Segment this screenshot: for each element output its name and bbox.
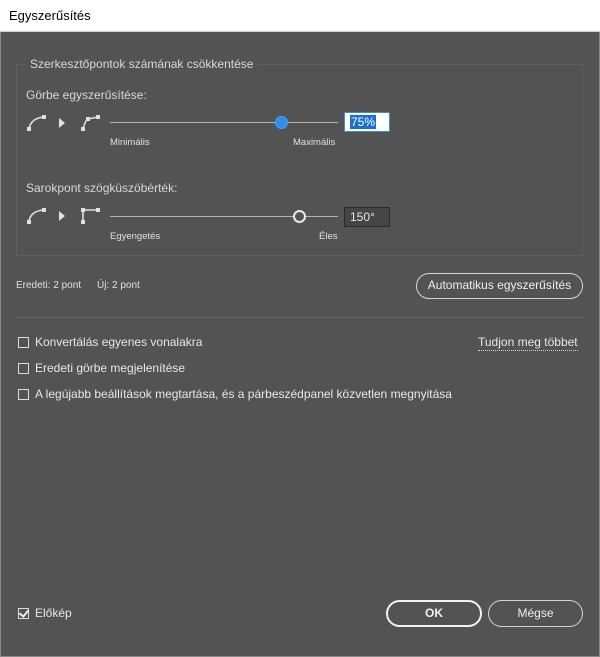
curve-min-label: Minimális [110,137,150,148]
curve-slider-track[interactable] [110,122,338,123]
group-legend: Szerkesztőpontok számának csökkentése [26,57,257,71]
title-bar[interactable] [0,0,600,32]
corner-value-text: 150° [350,210,375,224]
show-original-checkbox[interactable] [18,363,29,374]
option-keep-settings[interactable] [18,387,452,401]
preview-label: Előkép [35,606,72,620]
keep-settings-label: A legújabb beállítások megtartása, és a párbeszédpanel közvetlen megnyitása [35,387,452,401]
learn-more-link[interactable]: Tudjon meg többet [478,335,578,349]
auto-simplify-button[interactable]: Automatikus egyszerűsítés [416,273,583,299]
curve-max-label: Maximális [293,137,336,148]
option-show-original[interactable] [18,361,185,375]
curve-section-label: Görbe egyszerűsítése: [26,88,147,102]
preview-option[interactable] [18,606,72,620]
keep-settings-checkbox[interactable] [18,389,29,400]
corner-smooth-icon [26,207,48,225]
arrow-right-icon [58,117,66,129]
curve-value-text: 75% [351,115,376,129]
new-points-count: Új: 2 pont [97,280,140,291]
corner-max-label: Éles [319,231,338,242]
original-points-count: Eredeti: 2 pont [16,280,82,291]
arrow-right-icon [58,210,66,222]
curve-simplified-icon [80,114,102,132]
corner-section-label: Sarokpont szögküszöbérték: [26,181,178,195]
divider [16,317,583,318]
straight-lines-checkbox[interactable] [18,337,29,348]
corner-sharp-icon [80,207,102,225]
preview-checkbox[interactable] [18,608,29,619]
option-straight-lines[interactable] [18,335,202,349]
show-original-label: Eredeti görbe megjelenítése [35,361,186,375]
corner-min-label: Egyengetés [110,231,161,242]
window-title: Egyszerűsítés [9,8,91,23]
cancel-button[interactable]: Mégse [488,600,583,627]
curve-value-input[interactable] [344,112,390,132]
corner-value-input[interactable] [344,207,390,227]
ok-button[interactable]: OK [386,600,482,627]
straight-lines-label: Konvertálás egyenes vonalakra [35,335,203,349]
curve-smooth-icon [26,114,48,132]
curve-slider-knob[interactable] [275,116,288,129]
